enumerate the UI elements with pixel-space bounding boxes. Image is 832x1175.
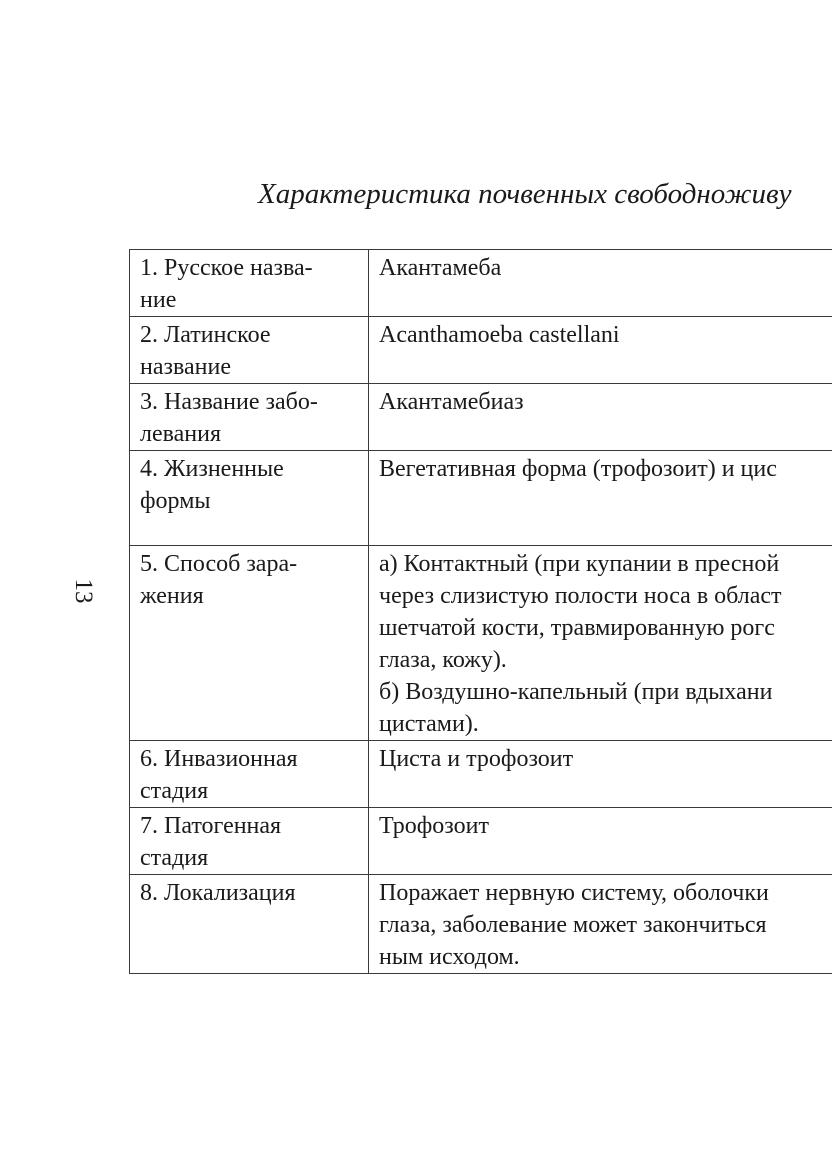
table-row: [130, 317, 832, 384]
row-label: [130, 451, 369, 546]
table-row: [130, 451, 832, 546]
row-value: Акантамебиаз: [369, 384, 832, 451]
row-value: Acanthamoeba castellani: [369, 317, 832, 384]
row-label: [130, 741, 369, 808]
row-label-line: 2. Латинское: [140, 322, 271, 348]
row-label-line: ние: [140, 287, 177, 313]
table-row: [130, 546, 832, 741]
row-label-line: жения: [140, 583, 204, 609]
row-label: [130, 546, 369, 741]
row-label-line: 4. Жизненные: [140, 456, 284, 482]
row-label-line: 7. Патогенная: [140, 813, 282, 839]
row-label-line: формы: [140, 488, 211, 514]
row-value: Акантамеба: [369, 250, 832, 317]
row-label-line: 5. Способ зара-: [140, 551, 298, 577]
row-label-line: стадия: [140, 778, 209, 804]
characteristics-table: [129, 249, 832, 974]
row-value: Вегетативная форма (трофозоит) и цис: [369, 451, 832, 546]
table-title: Характеристика почвенных свободноживу: [258, 178, 792, 210]
row-label: [130, 384, 369, 451]
table-row: [130, 384, 832, 451]
row-label-line: название: [140, 354, 231, 380]
table-row: [130, 875, 832, 974]
row-value: Трофозоит: [369, 808, 832, 875]
row-label-line: 1. Русское назва-: [140, 255, 313, 281]
row-label: [130, 250, 369, 317]
row-label-line: 3. Название забо-: [140, 389, 318, 415]
table-row: [130, 741, 832, 808]
row-value: Поражает нервную систему, оболочки глаза, заболевание может закончиться ным исходом.: [369, 875, 832, 974]
table-row: [130, 808, 832, 875]
row-label-line: 6. Инвазионная: [140, 746, 298, 772]
row-label: [130, 875, 369, 974]
page-number: 13: [70, 578, 97, 604]
row-value: Циста и трофозоит: [369, 741, 832, 808]
table-row: [130, 250, 832, 317]
row-label: [130, 317, 369, 384]
row-label-line: 8. Локализация: [140, 880, 296, 906]
row-label-line: левания: [140, 421, 222, 447]
row-label-line: стадия: [140, 845, 209, 871]
row-value: а) Контактный (при купании в пресной через слизистую полости носа в област шетчатой кости, травмированную рогс глаза, кожу). б) Воздушно-капельный (при вдыхани цистами).: [369, 546, 832, 741]
row-label: [130, 808, 369, 875]
